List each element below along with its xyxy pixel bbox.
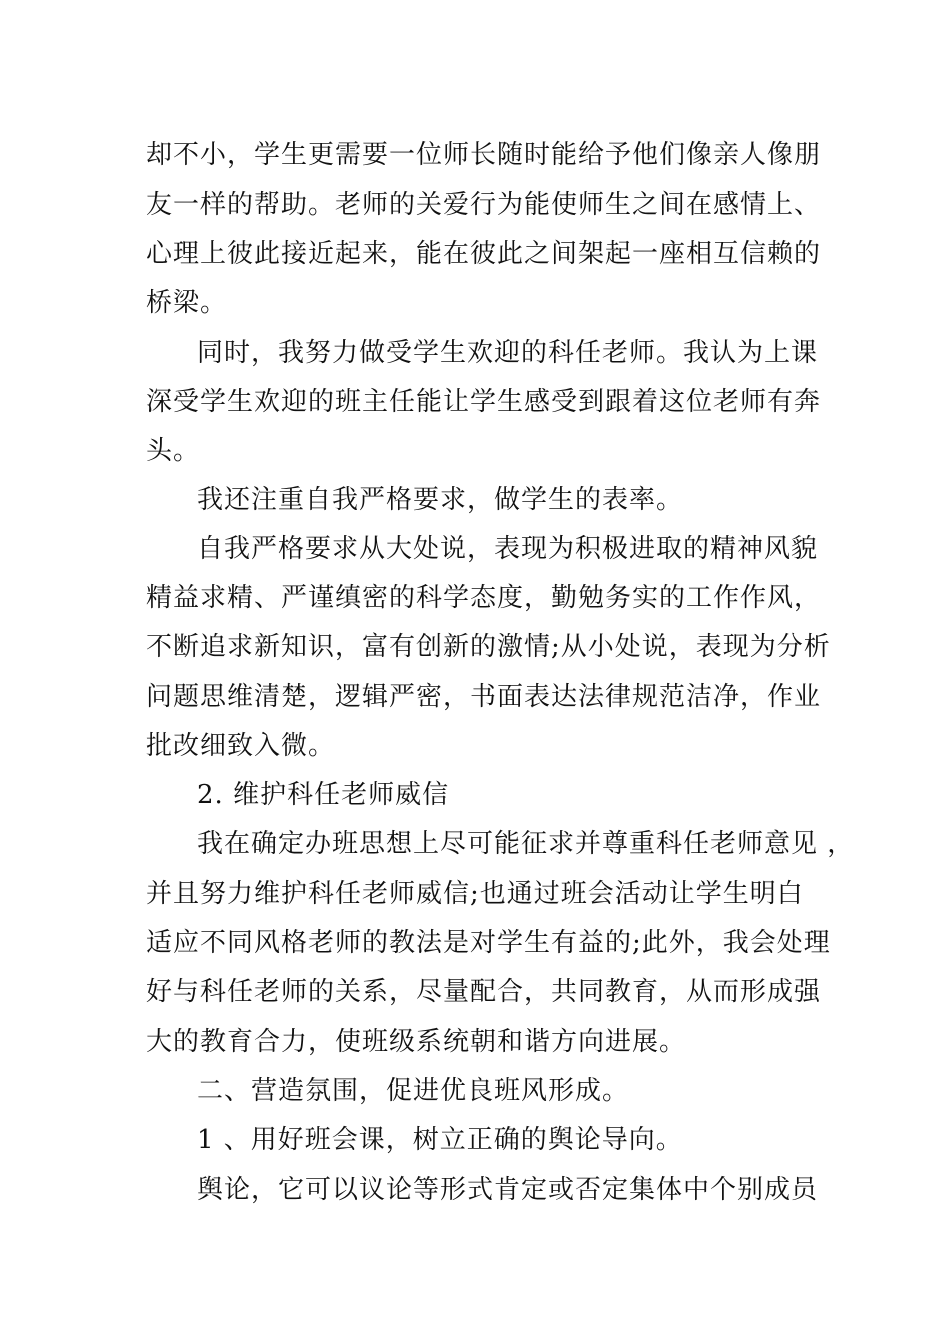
paragraph-start-line: 我还注重自我严格要求，做学生的表率。 bbox=[197, 485, 684, 515]
subsection-heading: 1 、用好班会课，树立正确的舆论导向。 bbox=[197, 1125, 683, 1155]
text-line: 批改细致入微。 bbox=[146, 731, 336, 761]
paragraph-start-line: 自我严格要求从大处说，表现为积极进取的精神风貌 bbox=[197, 534, 819, 564]
text-line: 适应不同风格老师的教法是对学生有益的;此外，我会处理 bbox=[146, 928, 831, 958]
text-line: 心理上彼此接近起来，能在彼此之间架起一座相互信赖的 bbox=[146, 239, 822, 269]
text-line: 好与科任老师的关系，尽量配合，共同教育，从而形成强 bbox=[146, 977, 822, 1007]
section-heading: 2. 维护科任老师威信 bbox=[197, 780, 450, 810]
section-heading: 二、营造氛围，促进优良班风形成。 bbox=[197, 1076, 630, 1106]
text-line: 深受学生欢迎的班主任能让学生感受到跟着这位老师有奔 bbox=[146, 387, 822, 417]
paragraph-start-line: 同时，我努力做受学生欢迎的科任老师。我认为上课 bbox=[197, 338, 819, 368]
text-line: 不断追求新知识，富有创新的激情;从小处说，表现为分析 bbox=[146, 632, 831, 662]
text-line: 桥梁。 bbox=[146, 288, 228, 318]
text-line: 头。 bbox=[146, 436, 201, 466]
text-line: 友一样的帮助。老师的关爱行为能使师生之间在感情上、 bbox=[146, 190, 822, 220]
text-line: 大的教育合力，使班级系统朝和谐方向进展。 bbox=[146, 1027, 687, 1057]
text-line: 精益求精、严谨缜密的科学态度，勤勉务实的工作作风， bbox=[146, 583, 822, 613]
text-line: 却不小，学生更需要一位师长随时能给予他们像亲人像朋 bbox=[146, 140, 822, 170]
text-line: 问题思维清楚，逻辑严密，书面表达法律规范洁净，作业 bbox=[146, 682, 822, 712]
paragraph-start-line: 我在确定办班思想上尽可能征求并尊重科任老师意见 ， bbox=[197, 829, 855, 859]
text-line: 并且努力维护科任老师威信;也通过班会活动让学生明白 bbox=[146, 879, 804, 909]
paragraph-start-line: 舆论，它可以议论等形式肯定或否定集体中个别成员 bbox=[197, 1175, 819, 1205]
